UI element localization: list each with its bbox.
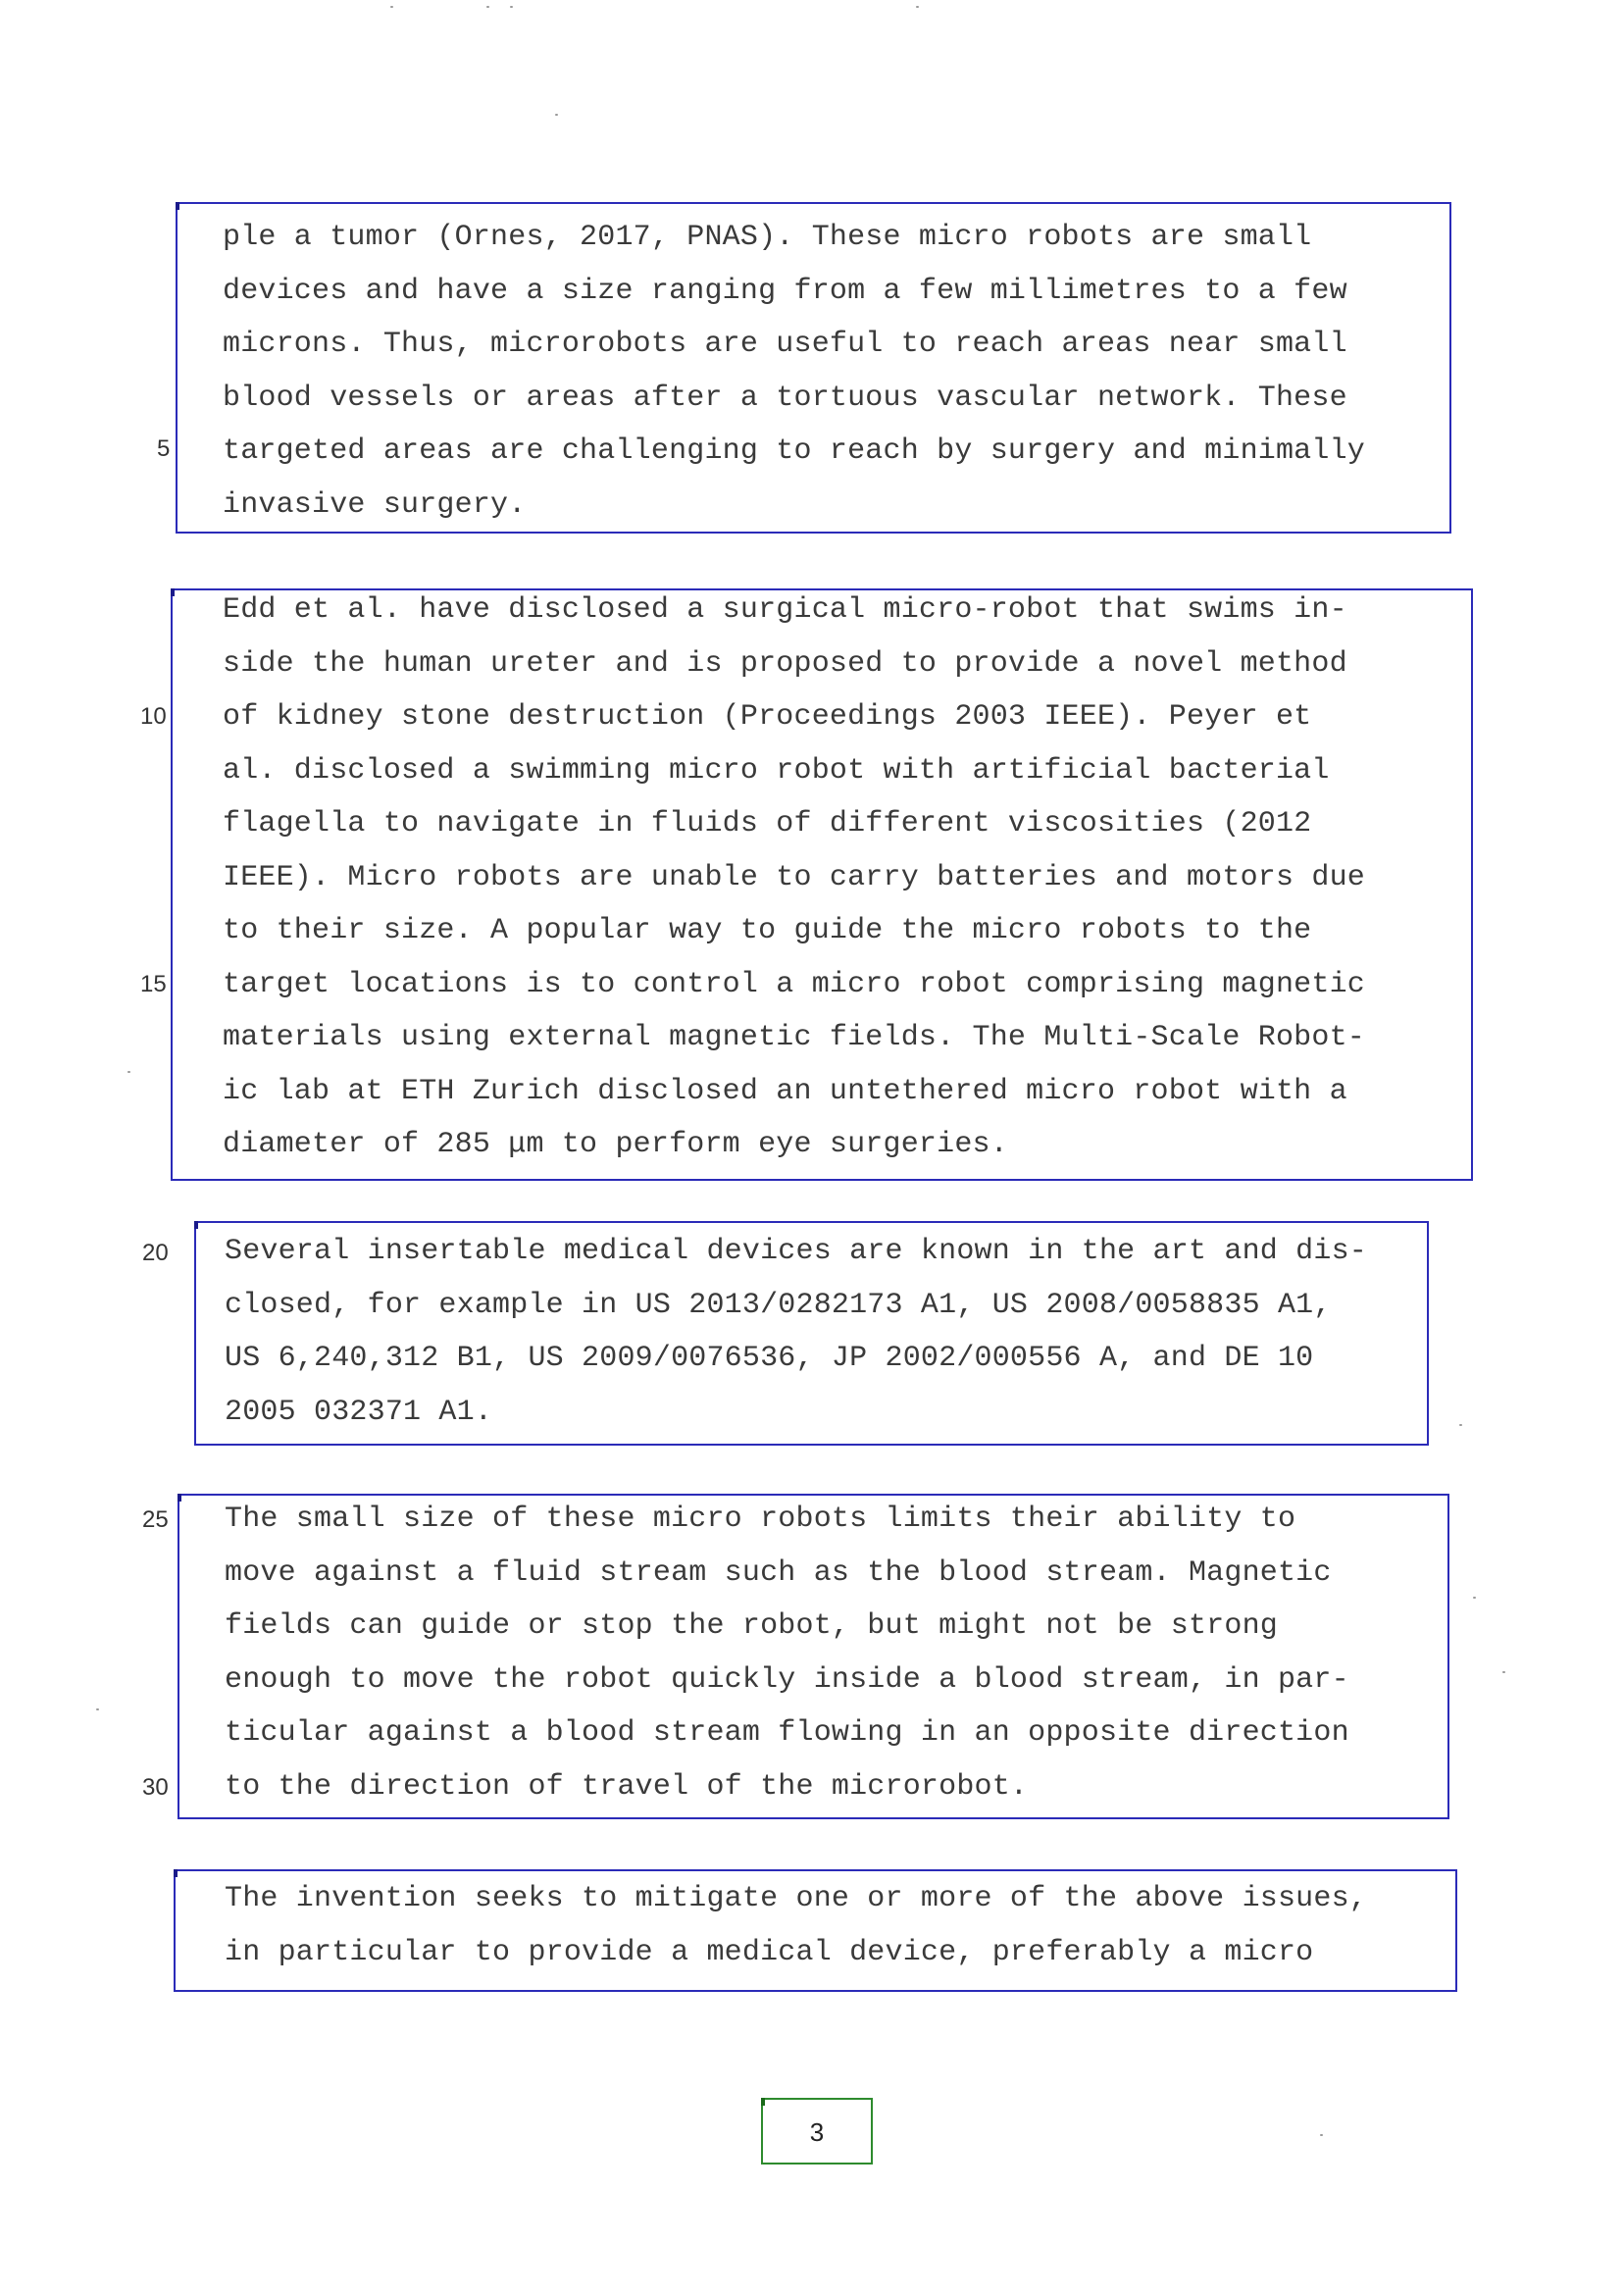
- paragraph-block-2: [171, 588, 1473, 1181]
- line-number: 30: [142, 1774, 169, 1801]
- scan-speck: [555, 114, 558, 116]
- text-line: enough to move the robot quickly inside a blood stream, in par-: [225, 1663, 1349, 1697]
- scan-speck: [1320, 2134, 1323, 2136]
- text-line: in particular to provide a medical device, preferably a micro: [225, 1936, 1314, 1969]
- text-line: move against a fluid stream such as the blood stream. Magnetic: [225, 1556, 1332, 1590]
- scan-speck: [510, 6, 513, 8]
- line-number: 5: [157, 435, 171, 462]
- text-line: ple a tumor (Ornes, 2017, PNAS). These micro robots are small: [223, 221, 1312, 254]
- scan-speck: [1473, 1597, 1476, 1599]
- block-corner-mark: [178, 1494, 181, 1502]
- scan-speck: [1459, 1424, 1462, 1426]
- text-line: al. disclosed a swimming micro robot with artificial bacterial: [223, 754, 1330, 788]
- block-corner-mark: [194, 1221, 198, 1229]
- text-line: ic lab at ETH Zurich disclosed an untethered micro robot with a: [223, 1075, 1347, 1108]
- text-line: to the direction of travel of the microrobot.: [225, 1770, 1029, 1804]
- line-number: 15: [140, 971, 167, 997]
- text-line: closed, for example in US 2013/0282173 A1, US 2008/0058835 A1,: [225, 1289, 1332, 1322]
- paragraph-block-5: [174, 1869, 1457, 1992]
- text-line: target locations is to control a micro robot comprising magnetic: [223, 968, 1365, 1001]
- scan-speck: [1502, 1671, 1505, 1673]
- line-number: 25: [142, 1506, 169, 1533]
- page-number-box: [761, 2098, 873, 2165]
- block-corner-mark: [174, 1869, 178, 1877]
- block-corner-mark: [761, 2098, 765, 2106]
- block-corner-mark: [171, 588, 175, 596]
- paragraph-block-1: [176, 202, 1451, 534]
- scan-speck: [486, 6, 489, 8]
- text-line: The invention seeks to mitigate one or more of the above issues,: [225, 1882, 1367, 1915]
- text-line: 2005 032371 A1.: [225, 1396, 493, 1429]
- text-line: side the human ureter and is proposed to provide a novel method: [223, 647, 1347, 681]
- scan-speck: [916, 6, 919, 8]
- block-corner-mark: [176, 202, 179, 210]
- text-line: ticular against a blood stream flowing in an opposite direction: [225, 1716, 1349, 1750]
- line-number: 20: [142, 1240, 169, 1266]
- scan-speck: [127, 1071, 130, 1073]
- text-line: Edd et al. have disclosed a surgical micro-robot that swims in-: [223, 593, 1347, 627]
- text-line: flagella to navigate in fluids of different viscosities (2012: [223, 807, 1312, 840]
- line-number: 10: [140, 703, 167, 730]
- paragraph-block-4: [178, 1494, 1449, 1819]
- text-line: to their size. A popular way to guide the micro robots to the: [223, 914, 1312, 947]
- text-line: fields can guide or stop the robot, but might not be strong: [225, 1609, 1278, 1643]
- paragraph-block-3: [194, 1221, 1429, 1446]
- text-line: The small size of these micro robots limits their ability to: [225, 1503, 1296, 1536]
- text-line: materials using external magnetic fields. The Multi-Scale Robot-: [223, 1021, 1365, 1054]
- text-line: of kidney stone destruction (Proceedings 2003 IEEE). Peyer et: [223, 700, 1312, 734]
- text-line: US 6,240,312 B1, US 2009/0076536, JP 2002/000556 A, and DE 10: [225, 1342, 1314, 1375]
- text-line: Several insertable medical devices are known in the art and dis-: [225, 1235, 1367, 1268]
- page-number: 3: [809, 2117, 825, 2147]
- text-line: diameter of 285 μm to perform eye surgeries.: [223, 1128, 1008, 1161]
- text-line: blood vessels or areas after a tortuous vascular network. These: [223, 382, 1347, 415]
- text-line: devices and have a size ranging from a few millimetres to a few: [223, 275, 1347, 308]
- text-line: targeted areas are challenging to reach by surgery and minimally: [223, 434, 1365, 468]
- text-line: microns. Thus, microrobots are useful to reach areas near small: [223, 328, 1347, 361]
- text-line: invasive surgery.: [223, 488, 527, 522]
- scan-speck: [96, 1708, 99, 1710]
- scan-speck: [390, 6, 393, 8]
- text-line: IEEE). Micro robots are unable to carry batteries and motors due: [223, 861, 1365, 894]
